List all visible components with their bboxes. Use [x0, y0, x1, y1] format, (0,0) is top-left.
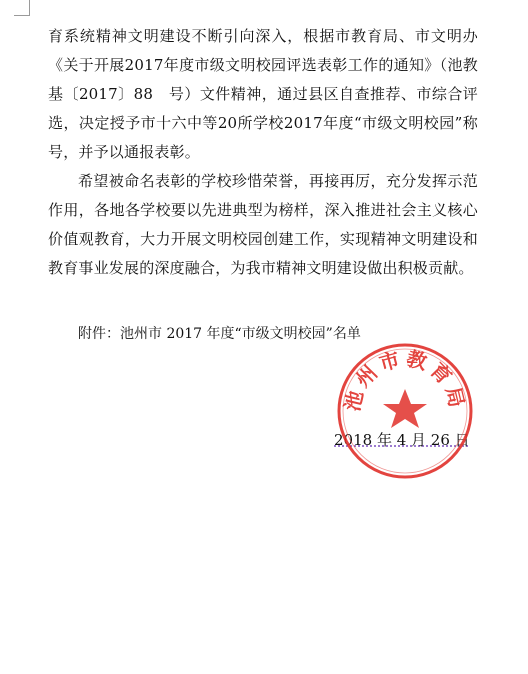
attachment-line: 附件：池州市 2017 年度“市级文明校园”名单 — [78, 326, 361, 342]
crop-mark-horizontal — [14, 15, 30, 16]
seal-text: 池州市教育局 — [339, 346, 471, 414]
document-body — [48, 22, 478, 283]
official-seal-stamp — [334, 340, 476, 482]
paragraph-1: 育系统精神文明建设不断引向深入，根据市教育局、市文明办《关于开展2017年度市级文明校园评选表彰工作的通知》（池教基〔2017〕88 号）文件精神，通过县区自查推荐、市综合评选，决定授予市十六中等20所学校2017年度“市级文明校园”称号，并予以通报表彰。 — [48, 27, 478, 161]
seal-star-icon — [383, 389, 427, 428]
paragraph-2: 希望被命名表彰的学校珍惜荣誉，再接再厉，充分发挥示范作用，各地各学校要以先进典型为榜样，深入推进社会主义核心价值观教育，大力开展文明校园创建工作，实现精神文明建设和教育事业发展的深度融合，为我市精神文明建设做出积极贡献。 — [48, 172, 478, 277]
document-date: 2018 年 4 月 26 日 — [334, 431, 470, 449]
crop-mark-vertical — [29, 0, 30, 15]
